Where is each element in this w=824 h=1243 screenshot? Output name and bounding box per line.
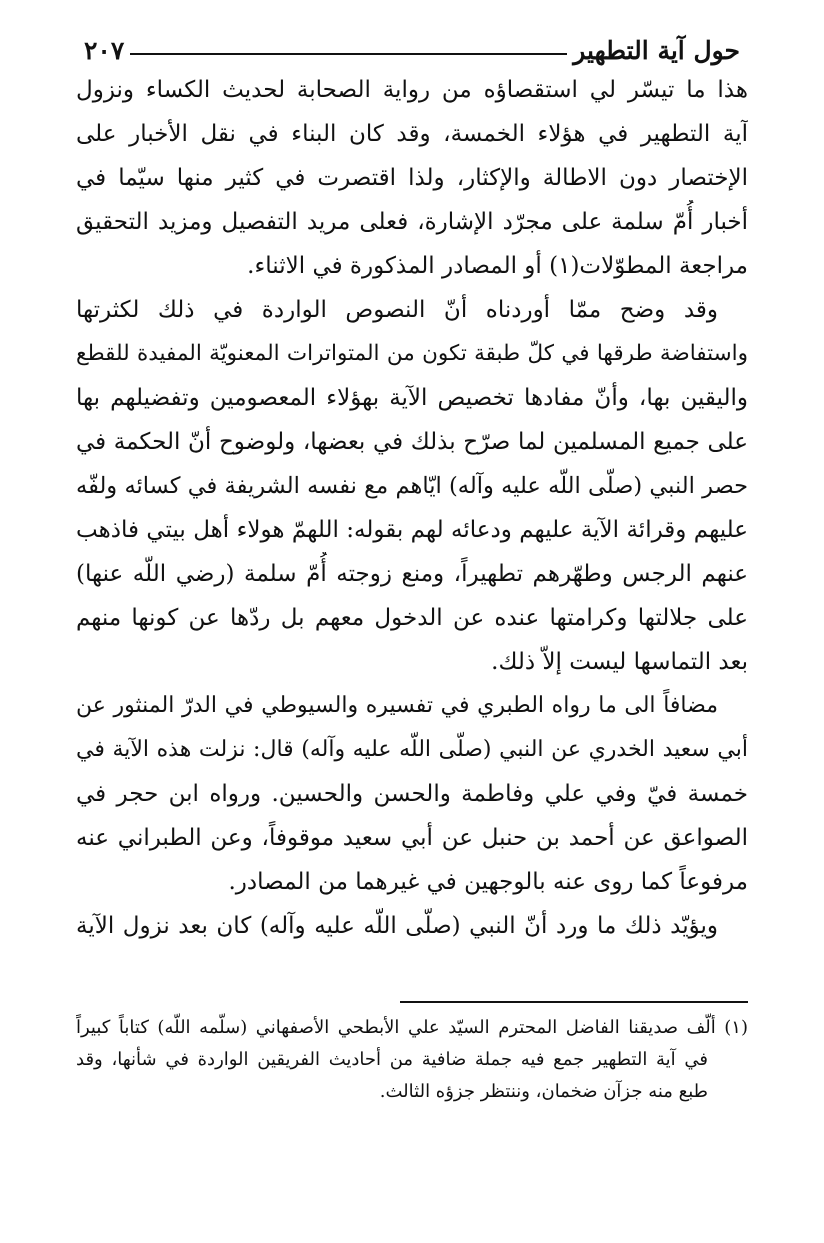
text-line: واستفاضة طرقها في كلّ طبقة تكون من المتواترات المعنويّة المفيدة للقطع — [76, 341, 748, 366]
header-rule — [130, 53, 567, 55]
running-header — [84, 26, 740, 66]
text-line: هذا ما تيسّر لي استقصاؤه من رواية الصحابة لحديث الكساء ونزول — [76, 77, 748, 103]
footnotes — [76, 1012, 748, 1108]
footnote-separator — [400, 1001, 748, 1003]
text-line: الإختصار دون الاطالة والإكثار، ولذا اقتصرت في كثير منها سيّما في — [76, 165, 748, 191]
text-line: بعد التماسها ليست إلاّ ذلك. — [491, 649, 748, 675]
running-title: حول آية التطهير — [573, 36, 740, 65]
footnote-line: (١) ألّف صديقنا الفاضل المحترم السيّد علي الأبطحي الأصفهاني (سلّمه اللّه) كتاباً كبيراً — [76, 1017, 748, 1038]
paragraph — [76, 68, 748, 288]
text-line: واليقين بها، وأنّ مفادها تخصيص الآية بهؤلاء المعصومين وتفضيلهم بها — [76, 385, 748, 411]
text-line: على جلالتها وكرامتها عنده عن الدخول معهم بل ردّها عن كونها منهم — [76, 605, 748, 631]
footnote-line: طبع منه جزآن ضخمان، وننتظر جزؤه الثالث. — [379, 1081, 708, 1102]
paragraph — [76, 288, 748, 684]
text-line: خمسة فيّ وفي علي وفاطمة والحسن والحسين. ورواه ابن حجر في — [76, 781, 748, 807]
body-text — [76, 68, 748, 948]
text-line: مراجعة المطوّلات(١) أو المصادر المذكورة في الاثناء. — [247, 253, 748, 279]
footnote — [76, 1012, 748, 1108]
text-line: الصواعق عن أحمد بن حنبل عن أبي سعيد موقوفاً، وعن الطبراني عنه — [76, 825, 748, 851]
text-line: عنهم الرجس وطهّرهم تطهيراً، ومنع زوجته أُمّ سلمة (رضي اللّه عنها) — [76, 561, 748, 587]
paragraph — [76, 904, 748, 948]
text-line: مضافاً الى ما رواه الطبري في تفسيره والسيوطي في الدرّ المنثور عن — [76, 693, 719, 718]
page-number: ٢٠٧ — [84, 36, 125, 65]
text-line: على جميع المسلمين لما صرّح بذلك في بعضها، ولوضوح أنّ الحكمة في — [76, 429, 748, 455]
footnote-line: في آية التطهير جمع فيه جملة ضافية من أحاديث الفريقين الواردة في شأنها، وقد — [76, 1049, 708, 1070]
text-line: مرفوعاً كما روى عنه بالوجهين في غيرهما من المصادر. — [228, 869, 748, 895]
paragraph — [76, 684, 748, 904]
text-line: وقد وضح ممّا أوردناه أنّ النصوص الواردة في ذلك لكثرتها — [76, 297, 719, 323]
text-line: عليهم وقرائة الآية عليهم ودعائه لهم بقوله: اللهمّ هولاء أهل بيتي فاذهب — [76, 517, 748, 543]
text-line: حصر النبي (صلّى اللّه عليه وآله) ايّاهم مع نفسه الشريفة في كسائه ولفّه — [76, 473, 748, 499]
text-line: أبي سعيد الخدري عن النبي (صلّى اللّه عليه وآله) قال: نزلت هذه الآية في — [76, 737, 748, 762]
text-line: ويؤيّد ذلك ما ورد أنّ النبي (صلّى اللّه عليه وآله) كان بعد نزول الآية — [76, 913, 718, 939]
text-line: آية التطهير في هؤلاء الخمسة، وقد كان البناء في نقل الأخبار على — [76, 121, 748, 147]
text-line: أخبار أُمّ سلمة على مجرّد الإشارة، فعلى مريد التفصيل ومزيد التحقيق — [76, 209, 748, 235]
